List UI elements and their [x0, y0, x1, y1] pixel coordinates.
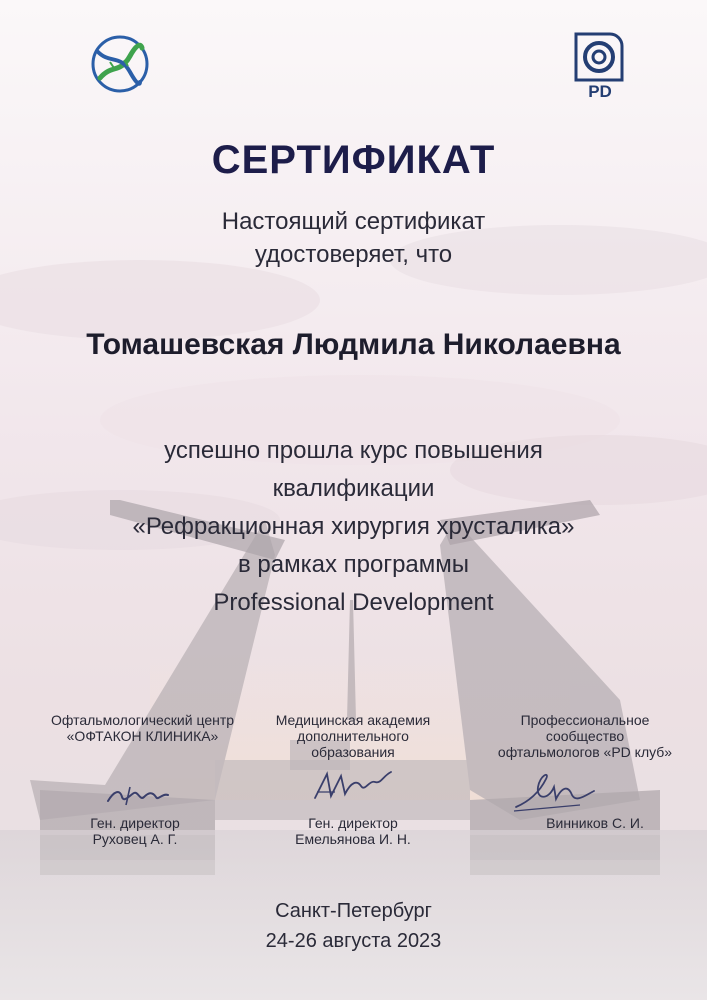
organization-line: Профессиональное — [520, 712, 650, 728]
organization-line: офтальмологов «PD клуб» — [497, 744, 673, 760]
signer-name: Емельянова И. Н. — [295, 831, 411, 847]
certificate-intro — [0, 205, 707, 271]
intro-line: Настоящий сертификат — [221, 208, 486, 235]
organization-line: Медицинская академия — [275, 712, 431, 728]
organization-academy — [248, 712, 458, 760]
intro-line: удостоверяет, что — [254, 241, 453, 268]
recipient-name: Томашевская Людмила Николаевна — [86, 328, 621, 361]
city-name: Санкт-Петербург — [275, 900, 432, 922]
organization-ophtacon — [15, 712, 270, 744]
signature-vinnikov — [510, 765, 600, 815]
signer-vinnikov — [520, 815, 670, 831]
event-date: 24-26 августа 2023 — [265, 930, 442, 952]
program-name: Professional Development — [213, 589, 494, 616]
signer-role: Ген. директор — [90, 815, 180, 831]
organization-pd-club — [475, 712, 695, 760]
organization-line: образования — [311, 744, 395, 760]
organization-line: Офтальмологический центр — [50, 712, 235, 728]
signer-name: Винников С. И. — [546, 815, 644, 831]
signer-role: Ген. директор — [308, 815, 398, 831]
signature-emelyanova — [305, 762, 405, 807]
organization-line: дополнительного — [297, 728, 409, 744]
signer-name: Руховец А. Г. — [92, 831, 178, 847]
dna-helix-logo-icon — [90, 34, 150, 94]
organization-line: «ОФТАКОН КЛИНИКА» — [66, 728, 219, 744]
course-line: квалификации — [272, 475, 435, 502]
pd-logo-text: PD — [588, 82, 612, 101]
certificate-title: СЕРТИФИКАТ — [211, 138, 496, 182]
course-line: в рамках программы — [237, 551, 470, 578]
course-description — [0, 432, 707, 622]
course-title: «Рефракционная хирургия хрусталика» — [132, 513, 575, 540]
course-line: успешно прошла курс повышения — [164, 437, 543, 464]
signature-ruhovets — [100, 775, 180, 815]
signer-ruhovets — [50, 815, 220, 847]
organization-line: сообщество — [545, 728, 625, 744]
certificate-footer — [0, 896, 707, 956]
signer-emelyanova — [268, 815, 438, 847]
